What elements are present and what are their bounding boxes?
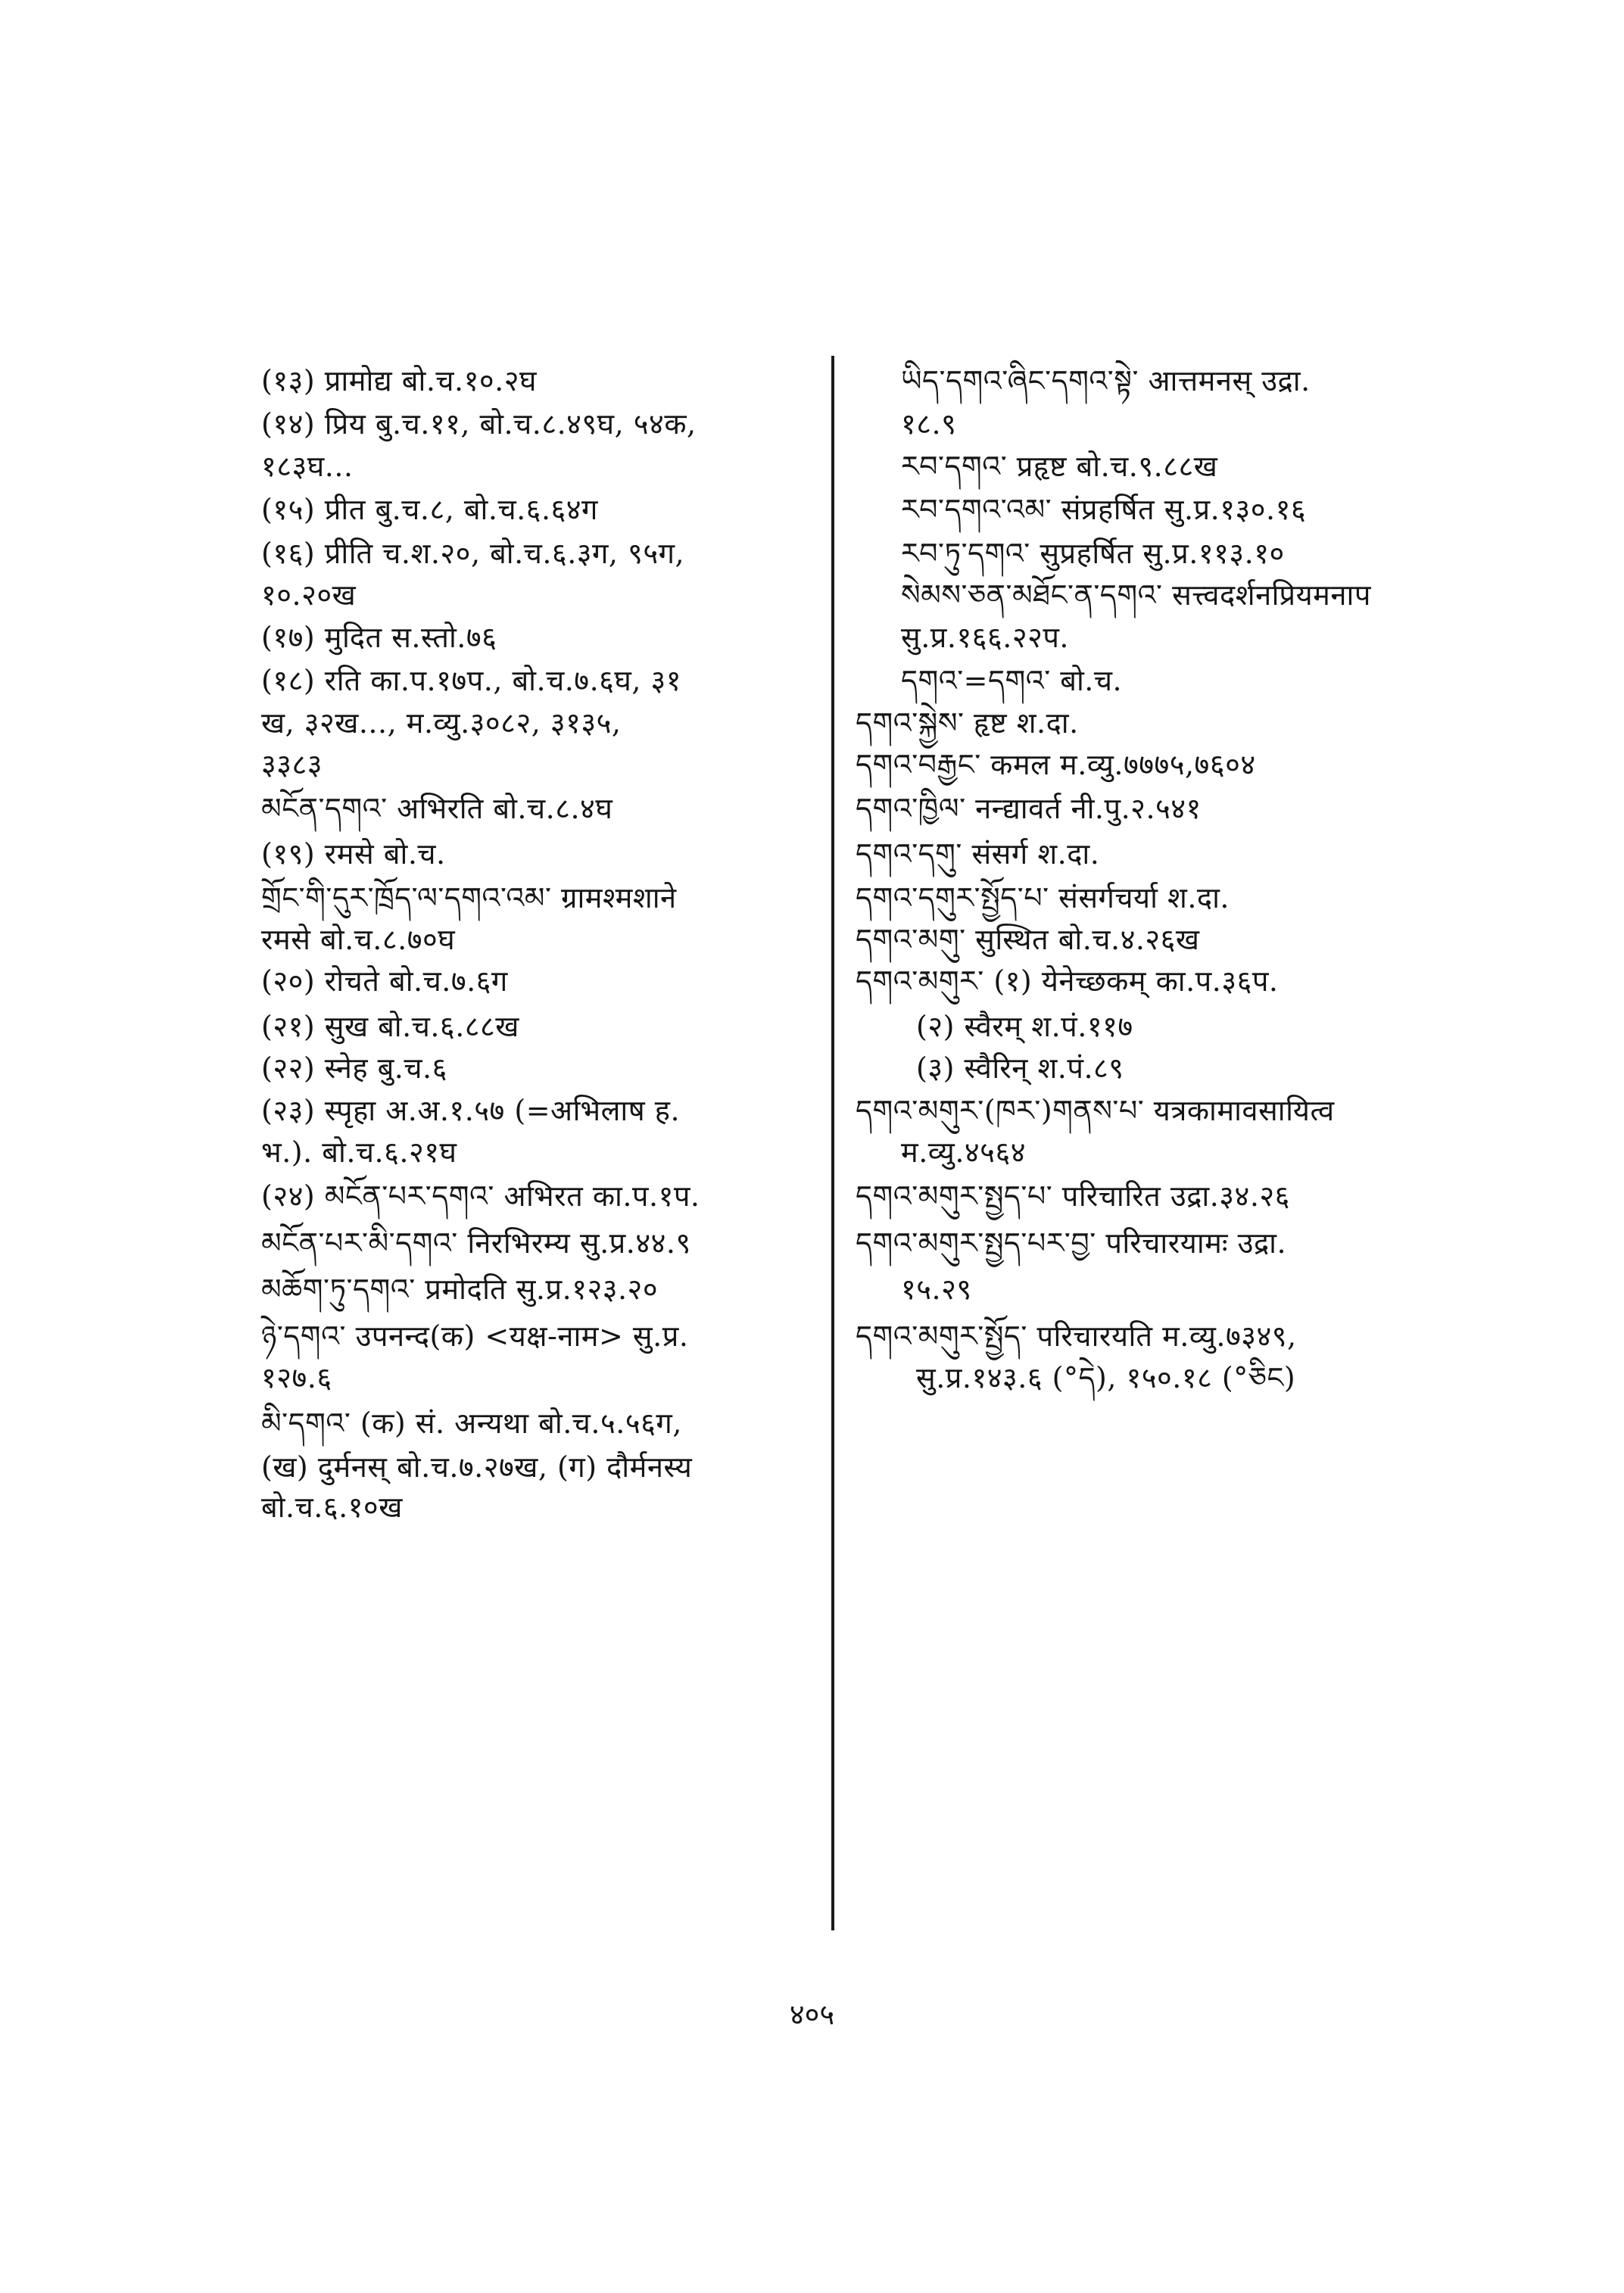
entry-line: भ.). बो.च.६.२१घ [261, 1136, 457, 1169]
entry-line: (२४) མངོན་པར་དགའ་ अभिरत का.प.१प. [261, 1179, 700, 1213]
entry-line: १५.२९ [901, 1273, 972, 1306]
entry-line: (१५) प्रीत बु.च.८, बो.च.६.६४ग [261, 493, 598, 526]
entry-line: དགའ་དགུར་སྤྱོད་པ་ संसर्गचर्या श.दा. [856, 881, 1230, 914]
entry-line: (२३) स्पृहा अ.अ.१.५७ (=अभिलाष ह. [261, 1094, 681, 1127]
entry-line: དགའ་མགུར་སྤྱད་པར་བྱ་ परिचारयामः उद्रा. [856, 1226, 1287, 1260]
entry-line: १२७.६ [261, 1361, 332, 1394]
entry-line: (२०) रोचते बो.च.७.६ग [261, 964, 508, 998]
entry-line: (१४) प्रिय बु.च.११, बो.च.८.४९घ, ५४क, [261, 407, 697, 441]
page-number: ४०५ [789, 1998, 835, 2031]
entry-line: सु.प्र.१६६.२२प. [901, 621, 1070, 654]
entry-line: དགའ་མགུར་(ཁར་)གནས་པ་ यत्रकामावसायित्व [856, 1094, 1335, 1127]
entry-line: (१८) रति का.प.१७प., बो.च.७.६घ, ३१ [261, 664, 682, 697]
entry-line: (३) स्वैरिन् श.पं.८९ [916, 1051, 1124, 1085]
entry-line: ཡིད་དགའ་ཞིང་དགའ་སྟེ་ आत्तमनस् उद्रा. [901, 364, 1311, 397]
entry-line: དགའ་མགུར་སྤྱོད་ परिचारयति म.व्यु.७३४९, [856, 1319, 1297, 1353]
column-divider [831, 356, 834, 1930]
entry-line: ཉེ་དགའ་ उपनन्द(क) <यक्ष-नाम> सु.प्र. [261, 1319, 689, 1353]
entry-line: མཆོག་ཏུ་དགའ་ प्रमोदति सु.प्र.१२३.२० [261, 1273, 659, 1306]
entry-line: रमसे बो.च.८.७०घ [261, 923, 456, 956]
entry-line: མངོན་དགའ་ अभिरति बो.च.८.४घ [261, 792, 613, 825]
entry-line: (१९) रमसे बो.च. [261, 837, 446, 871]
entry-line: (१७) मुदित स.स्तो.७६ [261, 621, 497, 654]
entry-line: बो.च.६.१०ख [261, 1491, 403, 1524]
entry-line: (२२) स्नेह बु.च.६ [261, 1051, 447, 1085]
entry-line: म.व्यु.४५६४ [901, 1136, 1026, 1169]
entry-line: सु.प्र.१४३.६ (°དེ), १५०.१८ (°ཅིང) [916, 1361, 1296, 1394]
entry-line: དགའ་=དགའ་ बो.च. [901, 664, 1123, 697]
entry-line: དགའ་སྐྱེས་ हृष्ट श.दा. [856, 706, 1079, 740]
entry-line: མི་དགའ་ (क) सं. अन्यथा बो.च.५.५६ग, [261, 1407, 682, 1440]
entry-line: མངོན་པར་མི་དགའ་ निरभिरम्य सु.प्र.४४.९ [261, 1226, 691, 1260]
entry-line: (१६) प्रीति च.श.२०, बो.च.६.३ग, ९५ग, [261, 537, 685, 570]
entry-line: (२१) सुख बो.च.६.८८ख [261, 1010, 519, 1043]
entry-line: དགའ་དགུ་ संसर्ग श.दा. [856, 837, 1100, 871]
entry-line: རབ་ཏུ་དགའ་ सुप्रहर्षित सु.प्र.११३.१० [901, 537, 1285, 570]
entry-line: (२) स्वैरम् श.पं.११७ [916, 1010, 1133, 1043]
entry-line: १८३घ... [261, 450, 354, 483]
entry-line: དགའ་མགུ་ सुस्थित बो.च.४.२६ख [856, 923, 1200, 956]
entry-line: (ख) दुर्मनस् बो.च.७.२७ख, (ग) दौर्मनस्य [261, 1450, 693, 1484]
entry-line: (१३) प्रामोद्य बो.च.१०.२घ [261, 364, 537, 397]
entry-line: དགའ་ཁྱིལ་ नन्द्यावर्त नी.पु.२.५४१ [856, 792, 1202, 825]
entry-line: ३३८३ [261, 748, 323, 781]
entry-line: རབ་དགའ་འམ་ संप्रहर्षित सु.प्र.१३०.१६ [901, 493, 1307, 526]
entry-line: དགའ་མགུར་ (१) येनेच्छकम् का.प.३६प. [856, 964, 1279, 998]
entry-line: དགའ་མགུར་སྤྱད་པ་ परिचारित उद्रा.३४.२६ [856, 1179, 1290, 1213]
entry-line: རབ་དགའ་ प्रहृष्ट बो.च.९.८८ख [901, 450, 1218, 483]
entry-line: སེམས་ཅན་མཐོང་ན་དགའ་ सत्त्वदर्शनप्रियमनाप [901, 578, 1371, 612]
entry-line: དགའ་བརྒྱང་ कमल म.व्यु.७७७५,७६०४ [856, 748, 1256, 781]
entry-line: ख, ३२ख..., म.व्यु.३०८२, ३१३५, [261, 706, 622, 740]
entry-line: གྲོང་གི་དུར་ཁྲོད་ལ་དགའ་འམ་ ग्रामश्मशाने [261, 881, 677, 914]
entry-line: १०.२०ख [261, 578, 357, 612]
entry-line: १८.९ [901, 407, 957, 441]
